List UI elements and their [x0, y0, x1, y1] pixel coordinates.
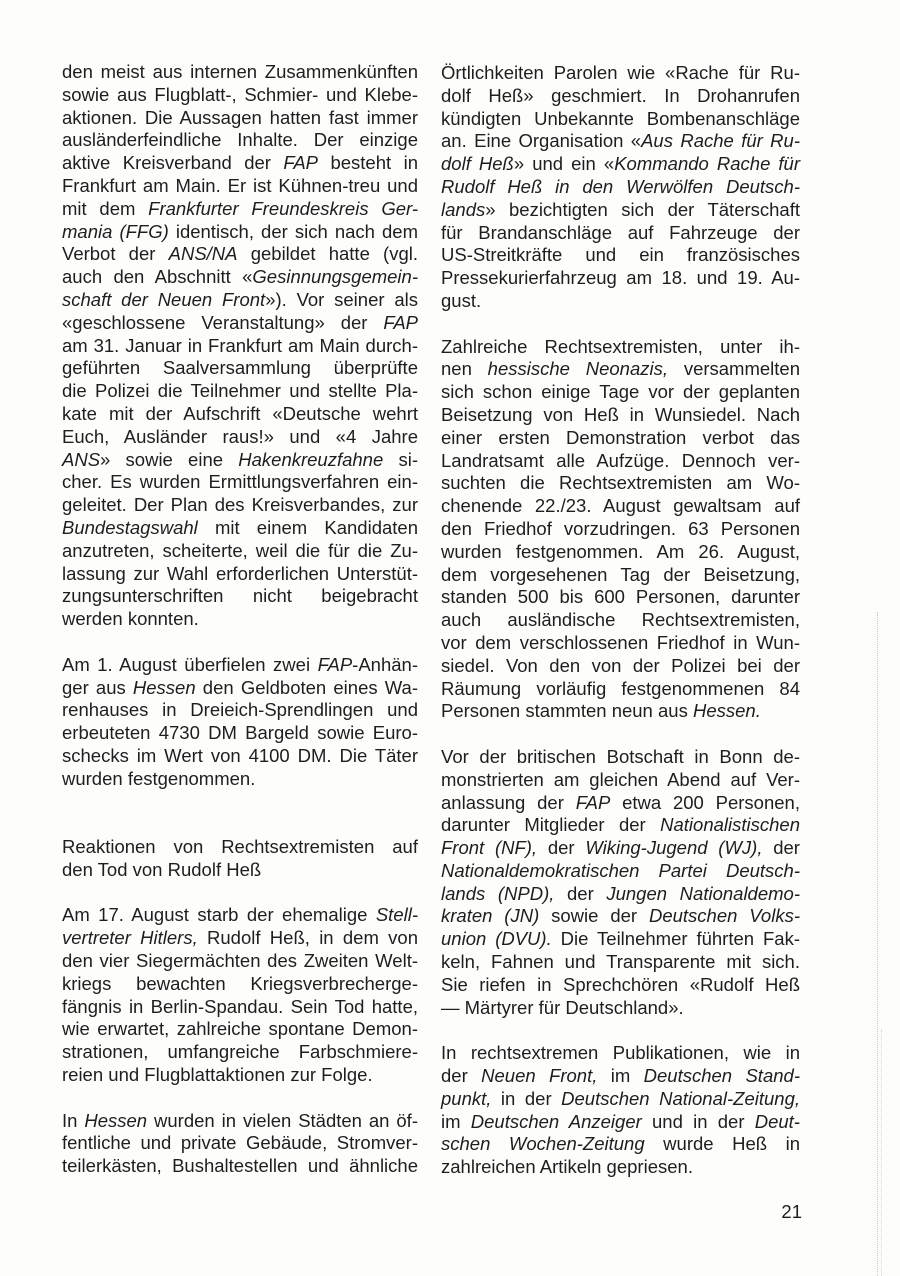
text-line — [441, 837, 800, 860]
italic-text: FAP — [383, 311, 418, 333]
text-segment: reien und Flugblattaktionen zur Folge. — [62, 1064, 373, 1086]
text-segment: fentliche und private Gebäude, Stromver- — [62, 1132, 418, 1154]
text-segment: im — [441, 1110, 471, 1132]
text-line — [441, 427, 800, 450]
italic-text: ANS — [62, 448, 101, 470]
text-segment: Frankfurt am Main. Er ist Kühnen-treu und — [62, 174, 418, 196]
text-line — [62, 403, 418, 426]
text-segment: einer ersten Demonstration verbot das — [441, 426, 800, 448]
paragraph — [62, 1110, 418, 1178]
text-segment: den vier Siegermächten des Zweiten Welt- — [62, 950, 418, 972]
text-line — [62, 950, 418, 973]
text-line — [441, 336, 800, 359]
text-segment: versammelten — [668, 358, 800, 380]
text-line — [441, 85, 800, 108]
text-line — [441, 655, 800, 678]
text-segment: Räumung vorläufig festgenommenen 84 — [441, 677, 800, 699]
text-line — [62, 973, 418, 996]
text-segment: zungsunterschriften nicht beigebracht — [62, 585, 418, 607]
italic-text: Neuen Front, — [481, 1065, 598, 1087]
text-segment: zahlreichen Artikeln gepriesen. — [441, 1156, 693, 1178]
text-line — [441, 153, 800, 176]
text-segment: monstrierten am gleichen Abend auf Ver- — [441, 768, 800, 790]
text-line — [441, 814, 800, 837]
text-segment: der — [762, 837, 800, 859]
text-segment: dolf Heß» geschmiert. In Drohanrufen — [441, 84, 800, 106]
text-segment: sich schon einige Tage vor der geplanten — [441, 381, 800, 403]
text-line — [441, 1133, 800, 1156]
text-segment: den Tod von Rudolf Heß — [62, 858, 262, 880]
text-segment: kündigten Unbekannte Bombenanschläge — [441, 107, 800, 129]
text-segment: in der — [491, 1087, 562, 1109]
text-line — [441, 358, 800, 381]
text-line — [441, 518, 800, 541]
text-line — [441, 244, 800, 267]
italic-text: FAP — [283, 152, 319, 174]
text-segment: » und ein « — [513, 153, 615, 175]
paragraph — [62, 904, 418, 1086]
text-segment: erbeuteten 4730 DM Bargeld sowie Euro- — [62, 722, 418, 744]
italic-text: Deutschen Anzeiger — [470, 1110, 642, 1132]
text-segment: Euch, Ausländer raus!» und «4 Jahre — [62, 425, 418, 447]
text-line — [62, 221, 418, 244]
text-segment: nen — [441, 358, 488, 380]
text-segment: «geschlossene Veranstaltung» der — [62, 311, 384, 333]
italic-text: punkt, — [441, 1087, 492, 1109]
text-line — [62, 654, 418, 677]
text-line — [62, 563, 418, 586]
text-line — [62, 1110, 418, 1133]
text-segment: » bezichtigten sich der Täterschaft — [485, 198, 800, 220]
text-segment: kate mit der Aufschrift «Deutsche wehrt — [62, 402, 418, 424]
text-line — [441, 176, 800, 199]
italic-text: Wiking-Jugend (WJ), — [585, 837, 763, 859]
italic-text: Hessen. — [692, 700, 761, 722]
text-segment: suchten die Rechtsextremisten am Wo- — [441, 472, 800, 494]
text-segment: Personen stammten neun aus — [441, 700, 693, 722]
paragraph — [441, 336, 800, 724]
text-segment: cher. Es wurden Ermittlungsverfahren ein- — [62, 471, 418, 493]
text-segment: identisch, der sich nach dem — [168, 220, 418, 242]
text-segment: US-Streitkräfte und ein französisches — [441, 244, 800, 266]
text-segment: chenende 22./23. August gewaltsam auf — [441, 495, 800, 517]
italic-text: Gesinnungsgemein- — [252, 266, 418, 288]
text-segment: auch ausländische Rechtsextremisten, — [441, 609, 800, 631]
text-segment: am 31. Januar in Frankfurt am Main durch- — [62, 334, 418, 356]
text-segment: geführten Saalversammlung überprüfte — [62, 357, 418, 379]
paragraph — [62, 654, 418, 791]
page-number: 21 — [781, 1201, 802, 1222]
text-line — [62, 859, 418, 882]
text-segment: Pressekurierfahrzeug am 18. und 19. Au- — [441, 267, 800, 289]
text-segment: der — [441, 1065, 482, 1087]
paragraph — [441, 1042, 800, 1179]
italic-text: hessische Neonazis, — [487, 358, 669, 380]
text-segment: Landratsamt alle Aufzüge. Dennoch ver- — [441, 449, 800, 471]
text-line — [62, 1041, 418, 1064]
text-line — [62, 1064, 418, 1087]
text-segment: Örtlichkeiten Parolen wie «Rache für Ru- — [441, 62, 800, 83]
text-line — [441, 541, 800, 564]
text-segment: auch den Abschnitt « — [62, 266, 253, 288]
text-segment: fängnis in Berlin-Spandau. Sein Tod hatte, — [62, 995, 418, 1017]
text-line — [441, 883, 800, 906]
text-segment: lassung zur Wahl erforderlichen Unterstüt- — [62, 562, 418, 584]
text-segment: für Brandanschläge auf Fahrzeuge der — [441, 221, 800, 243]
text-line — [441, 928, 800, 951]
italic-text: Front (NF), — [441, 837, 538, 859]
italic-text: Kommando Rache für — [614, 153, 801, 175]
text-line — [62, 585, 418, 608]
text-line — [62, 768, 418, 791]
text-segment: aktive Kreisverband der — [62, 152, 284, 174]
text-segment: wie erwartet, zahlreiche spontane Demon- — [62, 1018, 418, 1040]
text-line — [441, 632, 800, 655]
text-segment: wurde Heß in — [644, 1133, 800, 1155]
italic-text: Stell- — [375, 904, 418, 926]
text-line — [441, 792, 800, 815]
italic-text: schen Wochen-Zeitung — [441, 1133, 645, 1155]
text-segment: Zahlreiche Rechtsextremisten, unter ih- — [441, 335, 800, 357]
text-line — [441, 290, 800, 313]
text-line — [62, 996, 418, 1019]
text-line — [62, 677, 418, 700]
text-segment: dem vorgesehenen Tag der Beisetzung, — [441, 563, 800, 585]
text-line — [62, 243, 418, 266]
italic-text: Deutschen Volks- — [648, 905, 800, 927]
scan-edge-mark — [877, 612, 878, 1276]
text-segment: — Märtyrer für Deutschland». — [441, 996, 684, 1018]
text-segment: wurden festgenommen. Am 26. August, — [441, 540, 800, 562]
text-line — [62, 1155, 418, 1178]
text-segment: vor dem verschlossenen Friedhof in Wun- — [441, 631, 800, 653]
text-line — [441, 381, 800, 404]
text-line — [441, 746, 800, 769]
text-line — [441, 564, 800, 587]
text-segment: kriegs bewachten Kriegsverbrecherge- — [62, 972, 418, 994]
text-segment: keln, Fahnen und Transparente mit sich. — [441, 951, 800, 973]
text-line — [441, 974, 800, 997]
text-line — [62, 449, 418, 472]
text-segment: aktionen. Die Aussagen hatten fast immer — [62, 106, 418, 128]
text-segment: darunter Mitglieder der — [441, 814, 661, 836]
italic-text: Deutschen Stand- — [643, 1065, 800, 1087]
text-segment: Die Teilnehmer führten Fak- — [551, 928, 800, 950]
text-segment: etwa 200 Personen, — [610, 791, 800, 813]
text-segment: Verbot der — [62, 243, 169, 265]
section-heading — [62, 813, 418, 881]
text-line — [441, 130, 800, 153]
text-line — [62, 289, 418, 312]
text-line — [62, 266, 418, 289]
italic-text: Frankfurter Freundeskreis Ger- — [148, 197, 418, 219]
italic-text: FAP — [317, 653, 353, 675]
italic-text: Nationaldemokratischen Partei Deutsch- — [441, 859, 800, 881]
text-line — [62, 312, 418, 335]
text-line — [62, 836, 418, 859]
text-line — [441, 108, 800, 131]
italic-text: dolf Heß — [441, 153, 514, 175]
text-line — [441, 586, 800, 609]
text-line — [441, 199, 800, 222]
text-line — [62, 198, 418, 221]
italic-text: Jungen Nationaldemo- — [606, 882, 800, 904]
text-line — [62, 517, 418, 540]
text-segment: werden konnten. — [62, 608, 199, 630]
text-line — [441, 404, 800, 427]
text-segment: Rudolf Heß, in dem von — [197, 927, 418, 949]
text-line — [62, 426, 418, 449]
scan-edge-mark — [881, 1030, 882, 1276]
text-line — [62, 471, 418, 494]
text-segment: wurden in vielen Städten an öf- — [147, 1109, 418, 1131]
text-line — [62, 129, 418, 152]
text-segment: ger aus — [62, 676, 133, 698]
italic-text: Bundestagswahl — [62, 516, 198, 538]
right-text-column — [441, 62, 800, 1202]
text-line — [62, 699, 418, 722]
text-segment: siedel. Von den von der Polizei bei der — [441, 654, 800, 676]
text-segment: Vor der britischen Botschaft in Bonn de- — [441, 745, 800, 767]
text-line — [62, 904, 418, 927]
text-line — [441, 495, 800, 518]
text-segment: renhauses in Dreieich-Sprendlingen und — [62, 699, 418, 721]
left-text-column — [62, 61, 418, 1201]
italic-text: Hessen — [84, 1109, 148, 1131]
text-line — [62, 175, 418, 198]
italic-text: schaft der Neuen Front — [62, 288, 266, 310]
text-segment: die Polizei die Teilnehmer und stellte Pla- — [62, 380, 418, 402]
text-line — [441, 905, 800, 928]
text-segment: ausländerfeindliche Inhalte. Der einzige — [62, 129, 418, 151]
text-line — [441, 609, 800, 632]
text-line — [441, 951, 800, 974]
text-segment: gebildet hatte (vgl. — [237, 243, 418, 265]
text-segment: wurden festgenommen. — [62, 767, 256, 789]
text-line — [62, 357, 418, 380]
text-segment: si- — [383, 448, 418, 470]
text-segment: anlassung der — [441, 791, 576, 813]
text-line — [441, 1065, 800, 1088]
text-line — [62, 722, 418, 745]
text-line — [62, 335, 418, 358]
text-line — [441, 860, 800, 883]
text-segment: im — [597, 1065, 644, 1087]
text-line — [62, 608, 418, 631]
text-line — [441, 769, 800, 792]
text-segment: » sowie eine — [100, 448, 239, 470]
text-segment: besteht in — [318, 152, 418, 174]
italic-text: lands (NPD), — [441, 882, 555, 904]
text-segment: gust. — [441, 289, 482, 311]
italic-text: kraten (JN) — [441, 905, 540, 927]
text-segment: Reaktionen von Rechtsextremisten auf — [62, 836, 418, 858]
italic-text: Nationalistischen — [660, 814, 800, 836]
text-line — [441, 1042, 800, 1065]
text-segment: den meist aus internen Zusammenkünften — [62, 61, 418, 82]
text-line — [441, 1111, 800, 1134]
text-line — [62, 927, 418, 950]
text-segment: der — [537, 837, 586, 859]
text-line — [62, 61, 418, 84]
text-line — [441, 267, 800, 290]
text-segment: Am 17. August starb der ehemalige — [62, 904, 376, 926]
text-line — [441, 222, 800, 245]
italic-text: Deut- — [754, 1110, 800, 1132]
text-segment: In — [62, 1109, 85, 1131]
text-segment: teilerkästen, Bushaltestellen und ähnliche — [62, 1155, 418, 1177]
text-segment: In rechtsextremen Publikationen, wie in — [441, 1042, 800, 1064]
text-line — [62, 1132, 418, 1155]
text-segment: sowie aus Flugblatt-, Schmier- und Klebe- — [62, 83, 418, 105]
text-segment: -Anhän- — [352, 653, 418, 675]
italic-text: Hakenkreuzfahne — [238, 448, 384, 470]
text-segment: mit einem Kandidaten — [197, 516, 418, 538]
text-line — [441, 472, 800, 495]
italic-text: Rudolf Heß in den Werwölfen Deutsch- — [441, 175, 800, 197]
text-line — [441, 1156, 800, 1179]
italic-text: union (DVU). — [441, 928, 552, 950]
text-segment: sowie der — [539, 905, 649, 927]
italic-text: ANS/NA — [168, 243, 238, 265]
text-line — [62, 494, 418, 517]
paragraph — [441, 62, 800, 313]
text-line — [62, 1018, 418, 1041]
text-segment: geleitet. Der Plan des Kreisverbandes, zur — [62, 494, 418, 516]
text-segment: »). Vor seiner als — [265, 288, 418, 310]
text-line — [441, 450, 800, 473]
text-segment: den Geldboten eines Wa- — [195, 676, 418, 698]
text-segment: standen 500 bis 600 Personen, darunter — [441, 586, 800, 608]
text-segment: schecks im Wert von 4100 DM. Die Täter — [62, 744, 418, 766]
italic-text: vertreter Hitlers, — [62, 927, 198, 949]
paragraph — [62, 61, 418, 631]
text-segment: mit dem — [62, 197, 149, 219]
text-segment: anzutreten, scheiterte, weil die für die Zu- — [62, 539, 418, 561]
italic-text: lands — [441, 198, 486, 220]
text-segment: strationen, umfangreiche Farbschmiere- — [62, 1041, 418, 1063]
text-line — [441, 678, 800, 701]
text-line — [62, 152, 418, 175]
text-segment: Sie riefen in Sprechchören «Rudolf Heß — [441, 973, 800, 995]
text-line — [441, 1088, 800, 1111]
text-segment: und in der — [641, 1110, 755, 1132]
text-line — [62, 107, 418, 130]
text-line — [441, 62, 800, 85]
text-segment: der — [554, 882, 607, 904]
text-line — [62, 380, 418, 403]
paragraph — [441, 746, 800, 1020]
text-line — [62, 540, 418, 563]
italic-text: mania (FFG) — [62, 220, 169, 242]
italic-text: Hessen — [132, 676, 196, 698]
italic-text: Deutschen National-Zeitung, — [561, 1087, 800, 1109]
text-line — [62, 84, 418, 107]
text-line — [441, 700, 800, 723]
text-line — [62, 745, 418, 768]
text-segment: Am 1. August überfielen zwei — [62, 653, 318, 675]
text-line — [441, 997, 800, 1020]
italic-text: FAP — [575, 791, 611, 813]
text-segment: an. Eine Organisation « — [441, 130, 642, 152]
text-segment: den Friedhof vorzudringen. 63 Personen — [441, 517, 800, 539]
italic-text: Aus Rache für Ru- — [641, 130, 800, 152]
text-segment: Beisetzung von Heß in Wunsiedel. Nach — [441, 403, 800, 425]
